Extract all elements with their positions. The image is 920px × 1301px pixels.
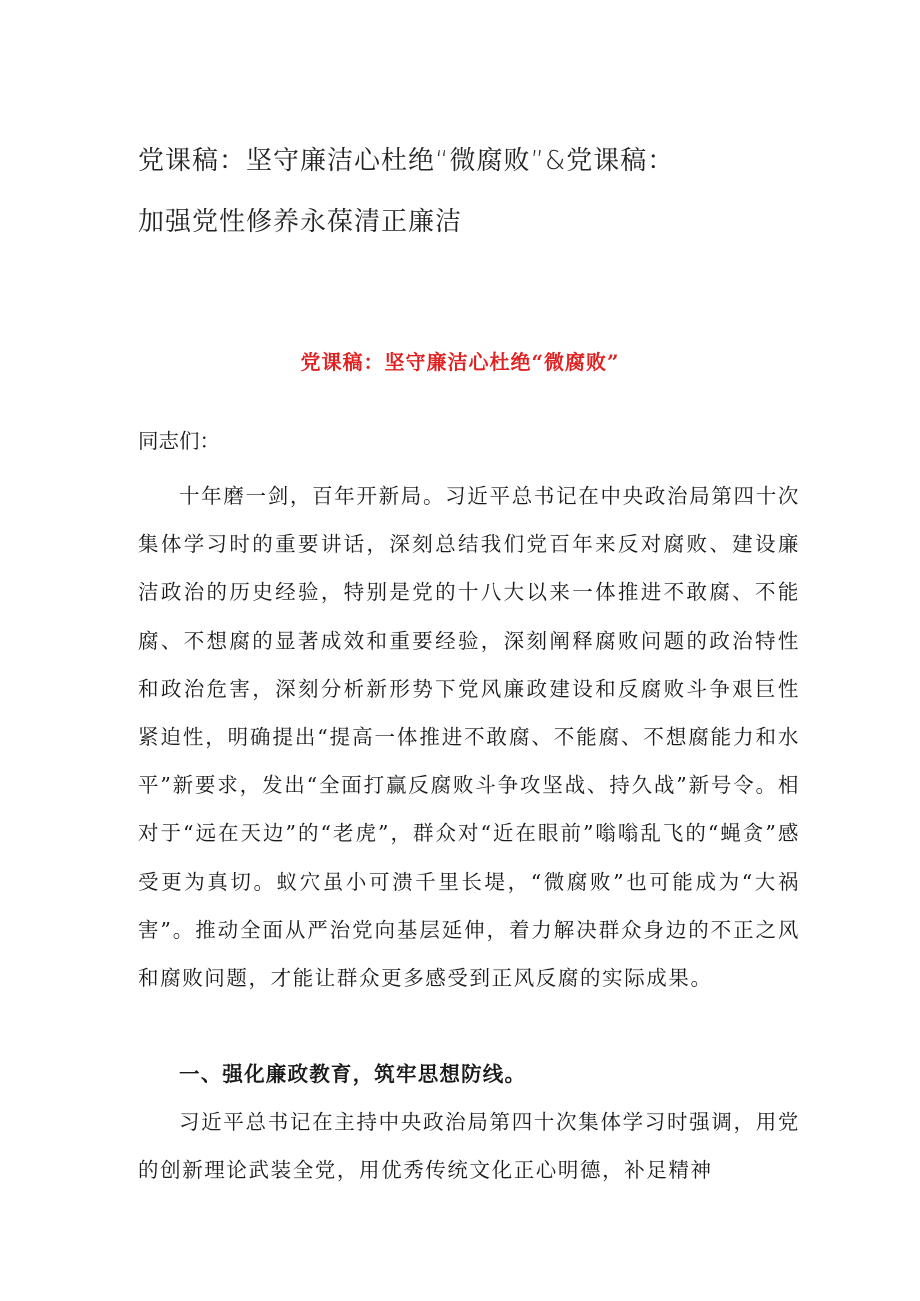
body-paragraph-1: 十年磨一剑，百年开新局。习近平总书记在中央政治局第四十次集体学习时的重要讲话，深刻总结我们党百年来反对腐败、建设廉洁政治的历史经验，特别是党的十八大以来一体推进不敢腐、不能腐、不想腐的显著成效和重要经验，深刻阐释腐败问题的政治特性和政治危害，深刻分析新形势下党风廉政建设和反腐败斗争艰巨性紧迫性，明确提出“提高一体推进不敢腐、不能腐、不想腐能力和水平”新要求，发出“全面打赢反腐败斗争攻坚战、持久战”新号令。相对于“远在天边”的“老虎”，群众对“近在眼前”嗡嗡乱飞的“蝇贪”感受更为真切。蚁穴虽小可溃千里长堤，“微腐败”也可能成为“大祸害”。推动全面从严治党向基层延伸，着力解决群众身边的不正之风和腐败问题，才能让群众更多感受到正风反腐的实际成果。 [138,484,800,991]
document-title-line-2: 加强党性修养永葆清正廉洁 [138,207,463,237]
salutation: 同志们： [138,429,220,453]
section-title: 党课稿：坚守廉洁心杜绝“微腐败” [300,350,620,374]
document-title-line-1: 党课稿：坚守廉洁心杜绝“微腐败”&党课稿： [138,146,675,176]
body-paragraph-2: 习近平总书记在主持中央政治局第四十次集体学习时强调，用党的创新理论武装全党，用优秀传统文化正心明德，补足精神 [138,1110,800,1183]
section-heading-1: 一、强化廉政教育，筑牢思想防线。 [179,1062,527,1086]
